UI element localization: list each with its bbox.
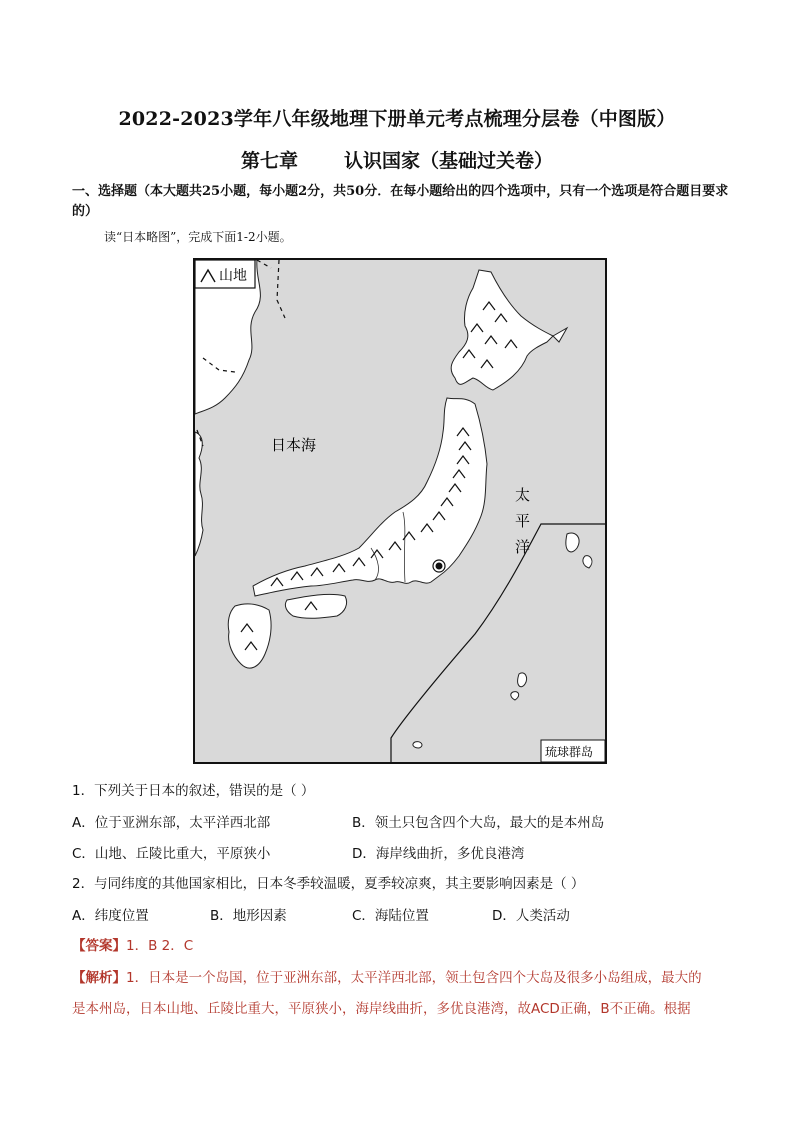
analysis-text-1: 1．日本是一个岛国，位于亚洲东部，太平洋西北部，领土包含四个大岛及很多小岛组成，最大的 — [126, 970, 702, 986]
chapter-subtitle: 认识国家（基础过关卷） — [344, 150, 554, 172]
tokyo-dot — [436, 563, 443, 570]
analysis-line-2: 是本州岛，日本山地、丘陵比重大，平原狭小，海岸线曲折，多优良港湾，故ACD正确，B不正确。根据 — [72, 1001, 691, 1017]
pacific-label-3: 洋 — [515, 538, 531, 556]
pacific-label-2: 平 — [515, 512, 531, 530]
answer-line — [72, 934, 193, 954]
section-intro: 读“日本略图”，完成下面1-2小题。 — [104, 230, 292, 244]
page-title: 2022-2023学年八年级地理下册单元考点梳理分层卷（中图版） — [118, 108, 676, 130]
inset-islands — [566, 533, 592, 568]
ryukyu-label: 琉球群岛 — [545, 745, 594, 759]
shikoku-island — [285, 594, 346, 618]
question-1-option-b[interactable]: B．领土只包含四个大岛，最大的是本州岛 — [352, 815, 605, 831]
question-1-stem: 1．下列关于日本的叙述，错误的是（ ） — [72, 783, 315, 799]
chapter-title — [0, 146, 794, 173]
south-islands — [413, 673, 527, 748]
answer-text: 1．B 2．C — [126, 938, 194, 954]
japan-map-svg — [195, 260, 605, 762]
sea-of-japan-label: 日本海 — [271, 436, 317, 454]
honshu-island — [253, 398, 487, 596]
section-heading: 一、选择题（本大题共25小题，每小题2分，共50分．在每小题给出的四个选项中，只有一个选项是符合题目要求的） — [72, 184, 729, 219]
question-2-option-a[interactable]: A．纬度位置 — [72, 908, 149, 924]
korea-land — [195, 432, 203, 556]
question-1-option-c[interactable]: C．山地、丘陵比重大，平原狭小 — [72, 846, 271, 862]
answer-tag: 【答案】 — [72, 938, 126, 954]
japan-map — [193, 258, 607, 764]
question-2-option-b[interactable]: B．地形因素 — [210, 908, 287, 924]
question-1-option-a[interactable]: A．位于亚洲东部，太平洋西北部 — [72, 815, 271, 831]
hokkaido-tip — [553, 328, 567, 342]
analysis-tag: 【解析】 — [72, 970, 126, 986]
question-2-stem: 2．与同纬度的其他国家相比，日本冬季较温暖，夏季较凉爽，其主要影响因素是（ ） — [72, 876, 585, 892]
legend-label: 山地 — [219, 268, 247, 284]
question-2-option-d[interactable]: D．人类活动 — [492, 908, 570, 924]
question-2-option-c[interactable]: C．海陆位置 — [352, 908, 429, 924]
analysis-line-1 — [72, 966, 702, 986]
chapter-number: 第七章 — [240, 150, 298, 172]
question-1-option-d[interactable]: D．海岸线曲折，多优良港湾 — [352, 846, 525, 862]
pacific-label-1: 太 — [515, 486, 531, 504]
kyushu-island — [228, 604, 271, 668]
hokkaido-island — [451, 270, 553, 390]
